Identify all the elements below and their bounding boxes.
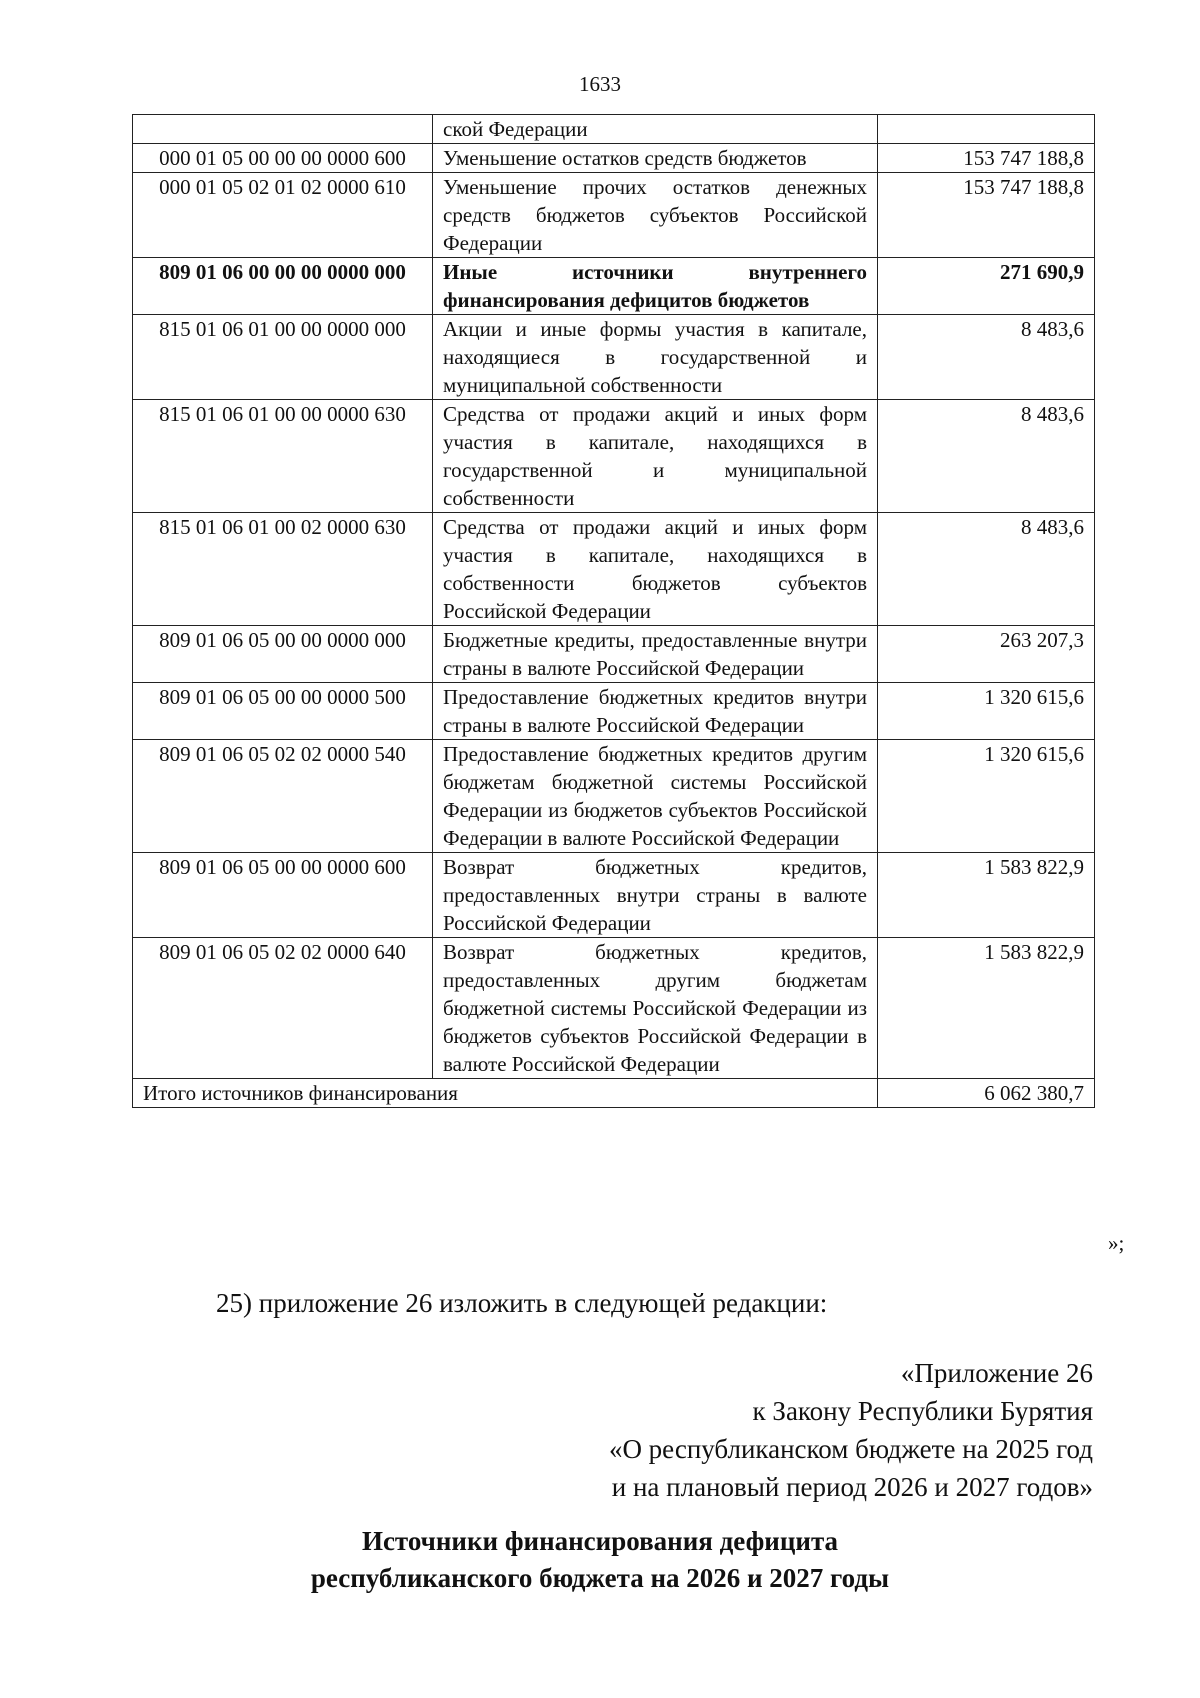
source-name-cell: Уменьшение прочих остатков денежных средств бюджетов субъектов Российской Федерации [433, 173, 878, 258]
source-name-cell: Уменьшение остатков средств бюджетов [433, 144, 878, 173]
table-row [133, 938, 1095, 1079]
budget-code-cell: 815 01 06 01 00 00 0000 630 [133, 400, 433, 513]
amount-cell: 271 690,9 [878, 258, 1095, 315]
total-amount: 6 062 380,7 [878, 1079, 1095, 1108]
total-label: Итого источников финансирования [133, 1079, 878, 1108]
budget-code-cell: 809 01 06 05 02 02 0000 540 [133, 740, 433, 853]
closing-quote: »; [1108, 1231, 1125, 1255]
budget-code-cell: 809 01 06 05 02 02 0000 640 [133, 938, 433, 1079]
appendix-line: «О республиканском бюджете на 2025 год [608, 1434, 1093, 1464]
appendix-line: к Закону Республики Бурятия [752, 1396, 1093, 1426]
table-row [133, 513, 1095, 626]
table-row [133, 626, 1095, 683]
amendment-item-25: 25) приложение 26 изложить в следующей редакции: [216, 1288, 828, 1318]
amount-cell: 1 320 615,6 [878, 740, 1095, 853]
source-name-cell: Средства от продажи акций и иных форм участия в капитале, находящихся в собственности бюджетов субъектов Российской Федерации [433, 513, 878, 626]
source-name-cell: Предоставление бюджетных кредитов внутри страны в валюте Российской Федерации [433, 683, 878, 740]
table-row [133, 683, 1095, 740]
amount-cell: 1 320 615,6 [878, 683, 1095, 740]
appendix-line: «Приложение 26 [900, 1358, 1093, 1388]
table-row [133, 144, 1095, 173]
title-line: республиканского бюджета на 2026 и 2027 годы [310, 1563, 890, 1593]
amount-cell [878, 115, 1095, 144]
amount-cell: 8 483,6 [878, 513, 1095, 626]
appendix-line: и на плановый период 2026 и 2027 годов» [611, 1472, 1093, 1502]
source-name-cell: Предоставление бюджетных кредитов другим бюджетам бюджетной системы Российской Федерации из бюджетов субъектов Российской Федерации в валюте Российской Федерации [433, 740, 878, 853]
amount-cell: 1 583 822,9 [878, 853, 1095, 938]
budget-code-cell: 815 01 06 01 00 02 0000 630 [133, 513, 433, 626]
budget-code-cell: 000 01 05 00 00 00 0000 600 [133, 144, 433, 173]
budget-code-cell [133, 115, 433, 144]
source-name-cell: Иные источники внутреннего финансирования дефицитов бюджетов [433, 258, 878, 315]
budget-code-cell: 809 01 06 05 00 00 0000 000 [133, 626, 433, 683]
amount-cell: 8 483,6 [878, 315, 1095, 400]
amount-cell: 263 207,3 [878, 626, 1095, 683]
title-line: Источники финансирования дефицита [361, 1526, 839, 1556]
budget-code-cell: 809 01 06 05 00 00 0000 500 [133, 683, 433, 740]
table-row [133, 115, 1095, 144]
source-name-cell: Возврат бюджетных кредитов, предоставленных другим бюджетам бюджетной системы Российской Федерации из бюджетов субъектов Российской Федерации в валюте Российской Федерации [433, 938, 878, 1079]
budget-code-cell: 000 01 05 02 01 02 0000 610 [133, 173, 433, 258]
source-name-cell: Возврат бюджетных кредитов, предоставленных внутри страны в валюте Российской Федерации [433, 853, 878, 938]
page-number: 1633 [579, 72, 621, 96]
amount-cell: 153 747 188,8 [878, 173, 1095, 258]
amount-cell: 8 483,6 [878, 400, 1095, 513]
amount-cell: 1 583 822,9 [878, 938, 1095, 1079]
financing-sources-table [132, 114, 1095, 1108]
total-row [133, 1079, 1095, 1108]
table-row [133, 853, 1095, 938]
source-name-cell: Бюджетные кредиты, предоставленные внутри страны в валюте Российской Федерации [433, 626, 878, 683]
amount-cell: 153 747 188,8 [878, 144, 1095, 173]
budget-code-cell: 809 01 06 00 00 00 0000 000 [133, 258, 433, 315]
budget-code-cell: 815 01 06 01 00 00 0000 000 [133, 315, 433, 400]
table-row [133, 258, 1095, 315]
document-title [0, 1523, 1200, 1597]
table-row [133, 173, 1095, 258]
source-name-cell: Средства от продажи акций и иных форм участия в капитале, находящихся в государственной и муниципальной собственности [433, 400, 878, 513]
appendix-heading [609, 1354, 1093, 1506]
table-row [133, 400, 1095, 513]
table-row [133, 740, 1095, 853]
source-name-cell: Акции и иные формы участия в капитале, находящиеся в государственной и муниципальной собственности [433, 315, 878, 400]
table-row [133, 315, 1095, 400]
budget-code-cell: 809 01 06 05 00 00 0000 600 [133, 853, 433, 938]
source-name-cell: ской Федерации [433, 115, 878, 144]
